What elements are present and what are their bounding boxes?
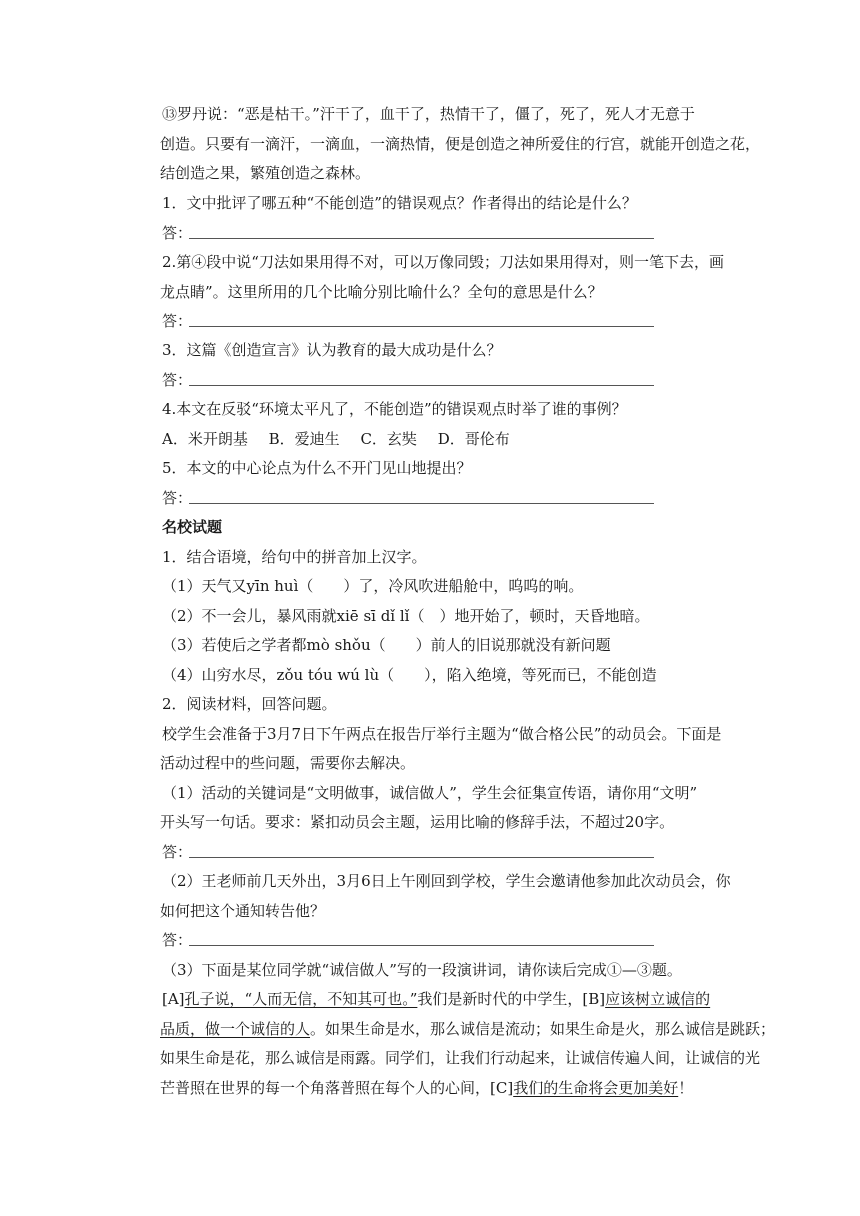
answer-line-3[interactable]	[189, 385, 654, 386]
section-q1: 1．结合语境，给句中的拼音加上汉字。	[162, 548, 427, 566]
speech-sentence-b-part2: 品质，做一个诚信的人	[160, 1020, 311, 1038]
option-a[interactable]: A．米开朗基	[162, 430, 248, 448]
answer-label-2: 答：	[162, 312, 193, 330]
speech-text: 芒普照在世界的每一个角落普照在每个人的心间，	[160, 1079, 491, 1097]
answer-line-2[interactable]	[189, 326, 654, 327]
answer-line-s2-1[interactable]	[189, 857, 654, 858]
speech-line1	[162, 989, 732, 1009]
option-d[interactable]: D．哥伦布	[437, 430, 510, 448]
question-4: 4.本文在反驳“环境太平凡了，不能创造”的错误观点时举了谁的事例？	[162, 400, 627, 418]
speech-tag-c: [C]	[490, 1079, 514, 1097]
section-q2: 2．阅读材料，回答问题。	[162, 695, 337, 713]
section-q1-3: （3）若使后之学者都mò shǒu（ ）前人的旧说那就没有新问题	[162, 636, 611, 654]
answer-label-s2-2: 答：	[162, 931, 193, 949]
answer-label-3: 答：	[162, 371, 193, 389]
section-q2-1-line1: （1）活动的关键词是“文明做事，诚信做人”，学生会征集宣传语，请你用“文明”	[162, 784, 698, 802]
speech-text: ！	[678, 1079, 694, 1097]
speech-line3: 如果生命是花，那么诚信是雨露。同学们，让我们行动起来，让诚信传遍人间，让诚信的光	[160, 1049, 761, 1067]
answer-label-5: 答：	[162, 489, 193, 507]
answer-label-1: 答：	[162, 224, 193, 242]
speech-line4	[160, 1078, 730, 1098]
passage-p13-line1: ⑬罗丹说：“恶是枯干。”汗干了，血干了，热情干了，僵了，死了，死人才无意于	[162, 105, 695, 123]
speech-text: 我们是新时代的中学生，	[417, 990, 583, 1008]
speech-sentence-a: 孔子说，“人而无信，不知其可也。”	[184, 990, 418, 1008]
section-q2-2-line2: 如何把这个通知转告他？	[160, 902, 326, 920]
speech-sentence-c: 我们的生命将会更加美好	[513, 1079, 679, 1097]
section-q1-4: （4）山穷水尽，zǒu tóu wú lù（ ），陷入绝境，等死而已，不能创造	[162, 666, 657, 684]
option-c[interactable]: C．玄奘	[360, 430, 417, 448]
question-1: 1．文中批评了哪五种“不能创造”的错误观点？作者得出的结论是什么？	[162, 194, 637, 212]
answer-label-s2-1: 答：	[162, 843, 193, 861]
question-2-line2: 龙点睛”。这里所用的几个比喻分别比喻什么？全句的意思是什么？	[160, 283, 603, 301]
question-3: 3．这篇《创造宣言》认为教育的最大成功是什么？	[162, 341, 502, 359]
section-q2-intro-line2: 活动过程中的些问题，需要你去解决。	[160, 754, 416, 772]
passage-p13-line2: 创造。只要有一滴汗，一滴血，一滴热情，便是创造之神所爱住的行宫，就能开创造之花，	[160, 135, 761, 153]
section-title: 名校试题	[162, 518, 223, 536]
speech-tag-b: [B]	[582, 990, 606, 1008]
question-5: 5．本文的中心论点为什么不开门见山地提出？	[162, 459, 472, 477]
speech-text: 。如果生命是水，那么诚信是流动；如果生命是火，那么诚信是跳跃；	[310, 1020, 776, 1038]
section-q2-1-line2: 开头写一句话。要求：紧扣动员会主题，运用比喻的修辞手法，不超过20字。	[160, 813, 675, 831]
answer-line-1[interactable]	[189, 238, 654, 239]
section-q1-1: （1）天气又yīn huì（ ）了，冷风吹进船舱中，呜呜的响。	[162, 577, 584, 595]
passage-p13-line3: 结创造之果，繁殖创造之森林。	[160, 164, 371, 182]
speech-tag-a: [A]	[162, 990, 185, 1008]
section-q2-2-line1: （2）王老师前几天外出，3月6日上午刚回到学校，学生会邀请他参加此次动员会，你	[162, 872, 731, 890]
answer-line-s2-2[interactable]	[189, 945, 654, 946]
section-q1-2: （2）不一会儿，暴风雨就xiē sī dǐ lǐ（ ）地开始了，顿时，天昏地暗。	[162, 607, 650, 625]
speech-sentence-b-part1: 应该树立诚信的	[605, 990, 711, 1008]
speech-line2	[160, 1019, 776, 1039]
answer-line-5[interactable]	[189, 503, 654, 504]
section-q2-3: （3）下面是某位同学就“诚信做人”写的一段演讲词，请你读后完成①—③题。	[162, 961, 682, 979]
question-2-line1: 2.第④段中说“刀法如果用得不对，可以万像同毁；刀法如果用得对，则一笔下去，画	[162, 253, 724, 271]
section-q2-intro-line1: 校学生会准备于3月7日下午两点在报告厅举行主题为“做合格公民”的动员会。下面是	[162, 725, 722, 743]
option-b[interactable]: B．爱迪生	[268, 430, 340, 448]
question-4-options	[162, 429, 732, 449]
